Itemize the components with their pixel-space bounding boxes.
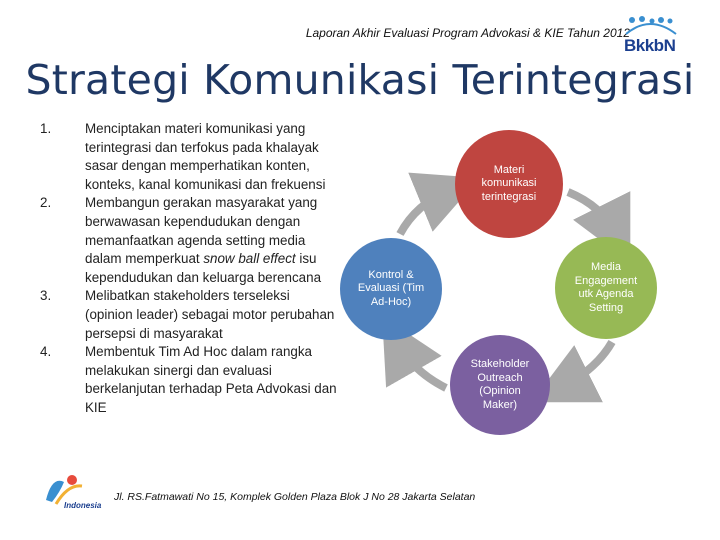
list-item: [40, 287, 340, 343]
list-text: Menciptakan materi komunikasi yang terintegrasi dan terfokus pada khalayak sasar dengan memperhatikan konten, konteks, kanal komunikasi dan frekuensi: [85, 121, 326, 192]
cycle-node-label: Stakeholder Outreach (Opinion Maker): [470, 358, 530, 411]
bkkbn-logo-text: BkkbN: [624, 36, 676, 55]
cycle-node-label: Media Engagement utk Agenda Setting: [574, 261, 638, 314]
arrow-blue-to-red: [400, 190, 450, 234]
slide-title: Strategi Komunikasi Terintegrasi: [25, 56, 695, 104]
footer-address: Jl. RS.Fatmawati No 15, Komplek Golden Plaza Blok J No 28 Jakarta Selatan: [114, 491, 476, 503]
arrow-purple-to-blue: [398, 344, 446, 388]
list-text-italic: snow ball effect: [203, 251, 296, 267]
footer-logo-text: Indonesia: [64, 501, 102, 510]
cycle-diagram: [330, 130, 720, 450]
list-number: 1.: [40, 121, 52, 136]
footer-logo: [42, 470, 110, 512]
list-item: [40, 120, 340, 194]
cycle-node-materi: [455, 130, 563, 238]
list-text: Melibatkan stakeholders terseleksi (opinion leader) sebagai motor perubahan persepsi di masyarakat: [85, 288, 335, 341]
arrow-green-to-purple: [560, 342, 612, 388]
list-text: Membangun gerakan masyarakat yang berwawasan kependudukan dengan memanfaatkan agenda setting media dalam memperkuat: [85, 195, 318, 267]
list-text: isu kependudukan dan keluarga berencana: [85, 251, 322, 285]
cycle-node-kontrol: [340, 238, 442, 340]
running-header: Laporan Akhir Evaluasi Program Advokasi & KIE Tahun 2012: [305, 26, 630, 40]
cycle-node-media-engagement: [555, 237, 657, 339]
family-figures-icon: [620, 12, 680, 38]
cycle-node-label: Materi komunikasi terintegrasi: [481, 163, 537, 203]
list-text: Membentuk Tim Ad Hoc dalam rangka melakukan sinergi dan evaluasi berkelanjutan terhadap Peta Advokasi dan KIE: [85, 344, 337, 415]
list-number: 2.: [40, 195, 52, 211]
list-item: [40, 194, 340, 287]
cycle-node-label: Kontrol & Evaluasi (Tim Ad-Hoc): [357, 268, 425, 308]
arrow-red-to-green: [568, 192, 616, 234]
list-item: [40, 343, 340, 417]
footer-logo-graphic: [42, 470, 110, 512]
cycle-node-stakeholder: [450, 335, 550, 435]
strategy-list: [40, 120, 340, 418]
list-number: 4.: [40, 344, 52, 360]
list-number: 3.: [40, 288, 52, 304]
bkkbn-logo: [620, 12, 680, 58]
